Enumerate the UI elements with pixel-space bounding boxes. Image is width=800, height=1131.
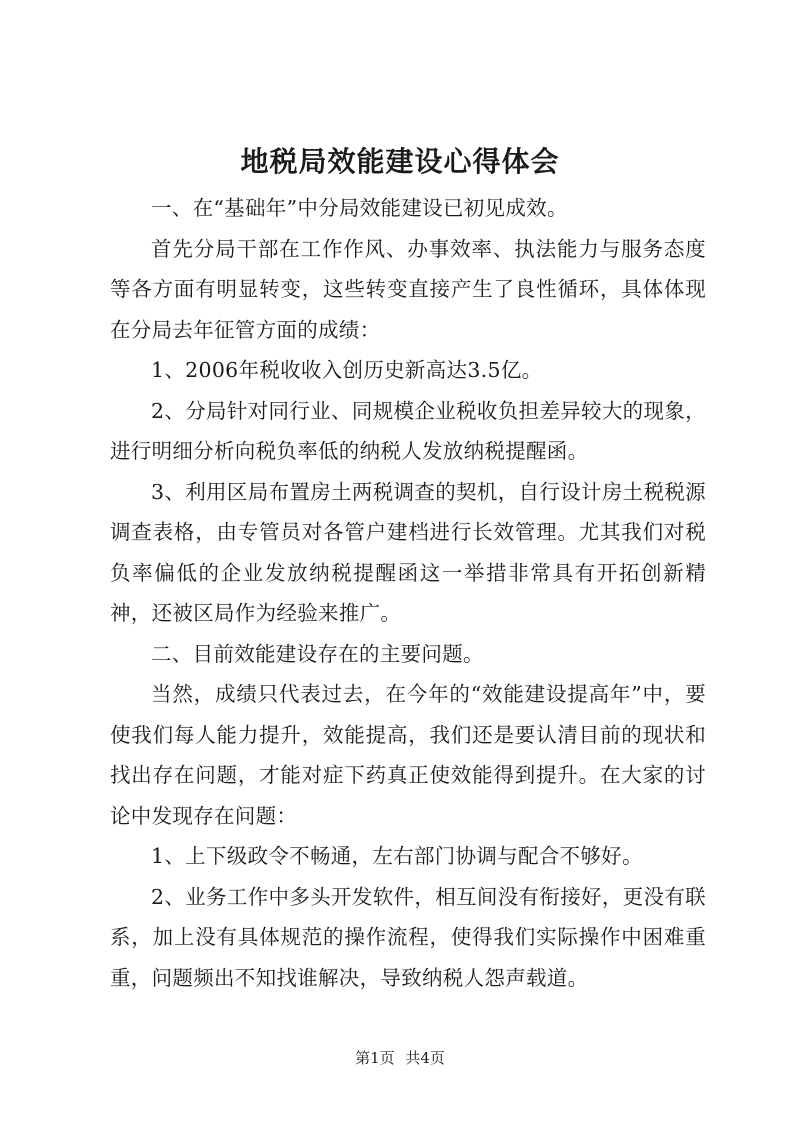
paragraph-intro: 首先分局干部在工作作风、办事效率、执法能力与服务态度等各方面有明显转变，这些转变直接产生了良性循环，具体体现在分局去年征管方面的成绩： xyxy=(110,236,706,342)
paragraph-item-2: 2、分局针对同行业、同规模企业税收负担差异较大的现象，进行明细分析向税负率低的纳税人发放纳税提醒函。 xyxy=(110,398,706,463)
page-total: 共4页 xyxy=(405,1049,445,1067)
document-title: 地税局效能建设心得体会 xyxy=(240,145,560,178)
page-number: 第1页 xyxy=(355,1049,395,1067)
paragraph-item-1: 1、2006年税收收入创历史新高达3.5亿。 xyxy=(151,358,543,382)
paragraph-section-1-heading: 一、在“基础年”中分局效能建设已初见成效。 xyxy=(151,196,568,220)
document-body xyxy=(110,188,706,998)
paragraph-problems-intro: 当然，成绩只代表过去，在今年的“效能建设提高年”中，要使我们每人能力提升，效能提高，我们还是要认清目前的现状和找出存在问题，才能对症下药真正使效能得到提升。在大家的讨论中发现存在问题： xyxy=(110,682,706,828)
paragraph-item-3: 3、利用区局布置房土两税调查的契机，自行设计房土税税源调查表格，由专管员对各管户建档进行长效管理。尤其我们对税负率偏低的企业发放纳税提醒函这一举措非常具有开拓创新精神，还被区局作为经验来推广。 xyxy=(110,479,706,625)
paragraph-problem-1: 1、上下级政令不畅通，左右部门协调与配合不够好。 xyxy=(151,844,643,868)
paragraph-section-2-heading: 二、目前效能建设存在的主要问题。 xyxy=(151,641,484,666)
paragraph-problem-2: 2、业务工作中多头开发软件，相互间没有衔接好，更没有联系，加上没有具体规范的操作流程，使得我们实际操作中困难重重，问题频出不知找谁解决，导致纳税人怨声载道。 xyxy=(110,884,706,990)
page-footer xyxy=(0,1047,800,1069)
